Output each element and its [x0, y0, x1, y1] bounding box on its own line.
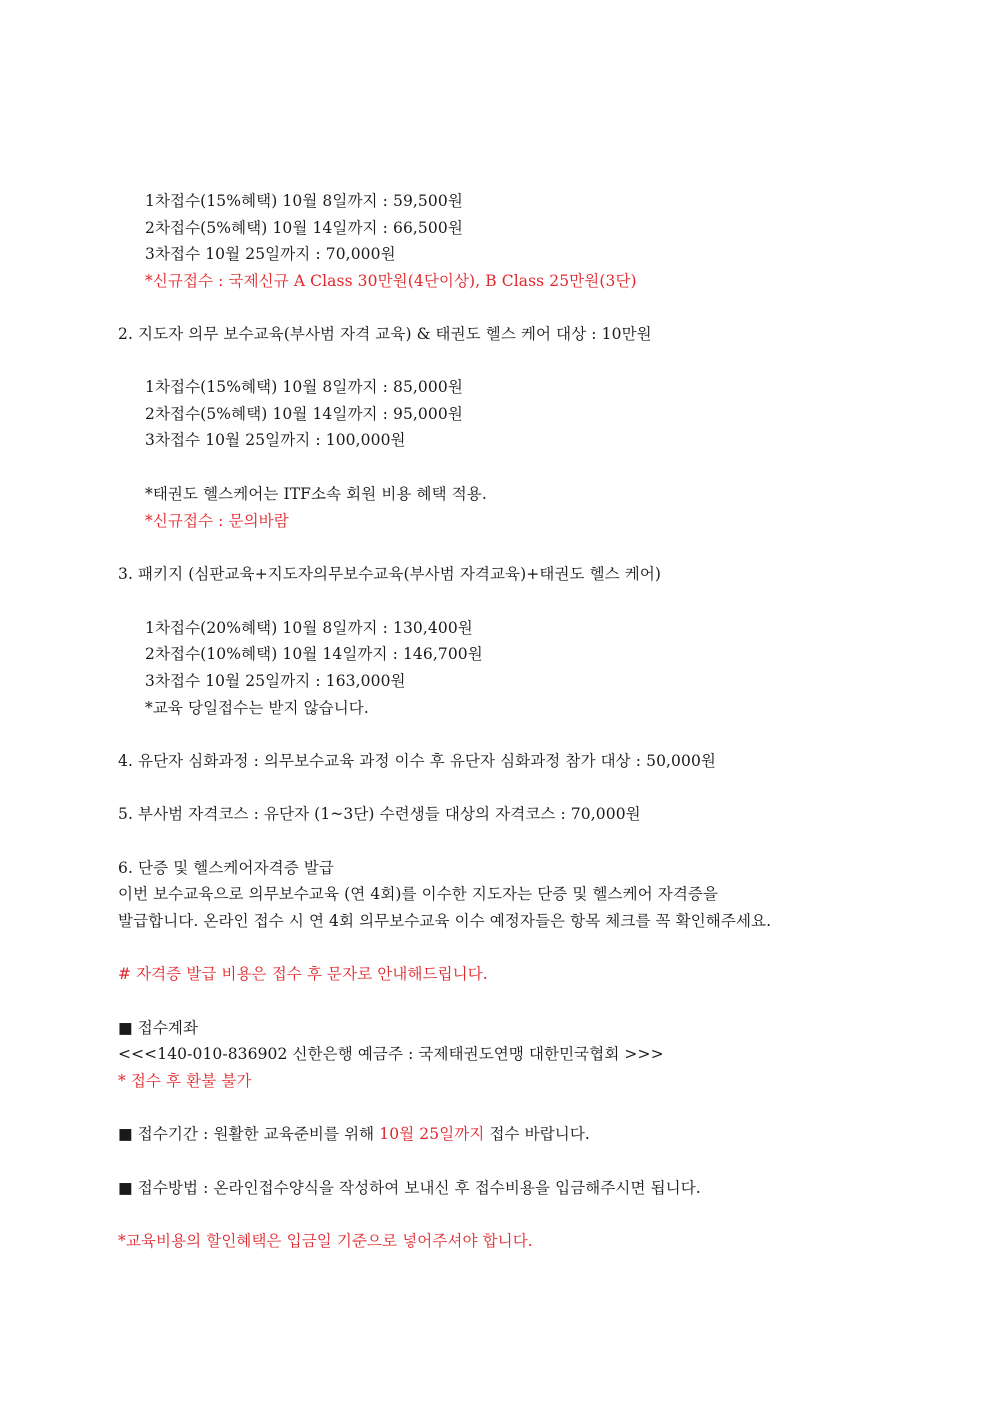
registration-period-prefix: ■ 접수기간 : 원활한 교육준비를 위해: [118, 1125, 380, 1143]
account-detail: <<<140-010-836902 신한은행 예금주 : 국제태권도연맹 대한민국협회 >>>: [118, 1045, 664, 1063]
registration-method: ■ 접수방법 : 온라인접수양식을 작성하여 보내신 후 접수비용을 입금해주시면 됩니다.: [118, 1179, 701, 1197]
section2-note: *태권도 헬스케어는 ITF소속 회원 비용 혜택 적용.: [145, 485, 487, 503]
section2-line-3: 3차접수 10월 25일까지 : 100,000원: [145, 431, 406, 449]
section3-heading: 3. 패키지 (심판교육+지도자의무보수교육(부사범 자격교육)+태권도 헬스 케어): [118, 565, 662, 583]
section3-line-3: 3차접수 10월 25일까지 : 163,000원: [145, 672, 406, 690]
registration-period-suffix: 접수 바랍니다.: [484, 1125, 590, 1143]
section6-heading: 6. 단증 및 헬스케어자격증 발급: [118, 859, 334, 877]
section4-heading: 4. 유단자 심화과정 : 의무보수교육 과정 이수 후 유단자 심화과정 참가 대상 : 50,000원: [118, 752, 717, 770]
section3-line-2: 2차접수(10%혜택) 10월 14일까지 : 146,700원: [145, 645, 483, 663]
section1-new-registration-notice: *신규접수 : 국제신규 A Class 30만원(4단이상), B Class 25만원(3단): [145, 272, 637, 290]
section2-new-registration-notice: *신규접수 : 문의바람: [145, 512, 289, 530]
section2-line-1: 1차접수(15%혜택) 10월 8일까지 : 85,000원: [145, 378, 463, 396]
section5-heading: 5. 부사범 자격코스 : 유단자 (1~3단) 수련생들 대상의 자격코스 : 70,000원: [118, 805, 641, 823]
section3-note: *교육 당일접수는 받지 않습니다.: [145, 699, 369, 717]
section1-line-2: 2차접수(5%혜택) 10월 14일까지 : 66,500원: [145, 219, 463, 237]
section6-body-line-1: 이번 보수교육으로 의무보수교육 (연 4회)를 이수한 지도자는 단증 및 헬스케어 자격증을: [118, 885, 719, 903]
account-heading: ■ 접수계좌: [118, 1019, 199, 1037]
no-refund-notice: * 접수 후 환불 불가: [118, 1072, 252, 1090]
section1-line-1: 1차접수(15%혜택) 10월 8일까지 : 59,500원: [145, 192, 463, 210]
section3-line-1: 1차접수(20%혜택) 10월 8일까지 : 130,400원: [145, 619, 473, 637]
registration-period: [118, 1124, 590, 1144]
certificate-fee-notice: # 자격증 발급 비용은 접수 후 문자로 안내해드립니다.: [118, 965, 488, 983]
discount-basis-notice: *교육비용의 할인혜택은 입금일 기준으로 넣어주셔야 합니다.: [118, 1232, 533, 1250]
section1-line-3: 3차접수 10월 25일까지 : 70,000원: [145, 245, 396, 263]
registration-deadline: 10월 25일까지: [379, 1125, 485, 1143]
section6-body-line-2: 발급합니다. 온라인 접수 시 연 4회 의무보수교육 이수 예정자들은 항목 체크를 꼭 확인해주세요.: [118, 912, 772, 930]
section2-heading: 2. 지도자 의무 보수교육(부사범 자격 교육) & 태권도 헬스 케어 대상 : 10만원: [118, 325, 652, 343]
section2-line-2: 2차접수(5%혜택) 10월 14일까지 : 95,000원: [145, 405, 463, 423]
